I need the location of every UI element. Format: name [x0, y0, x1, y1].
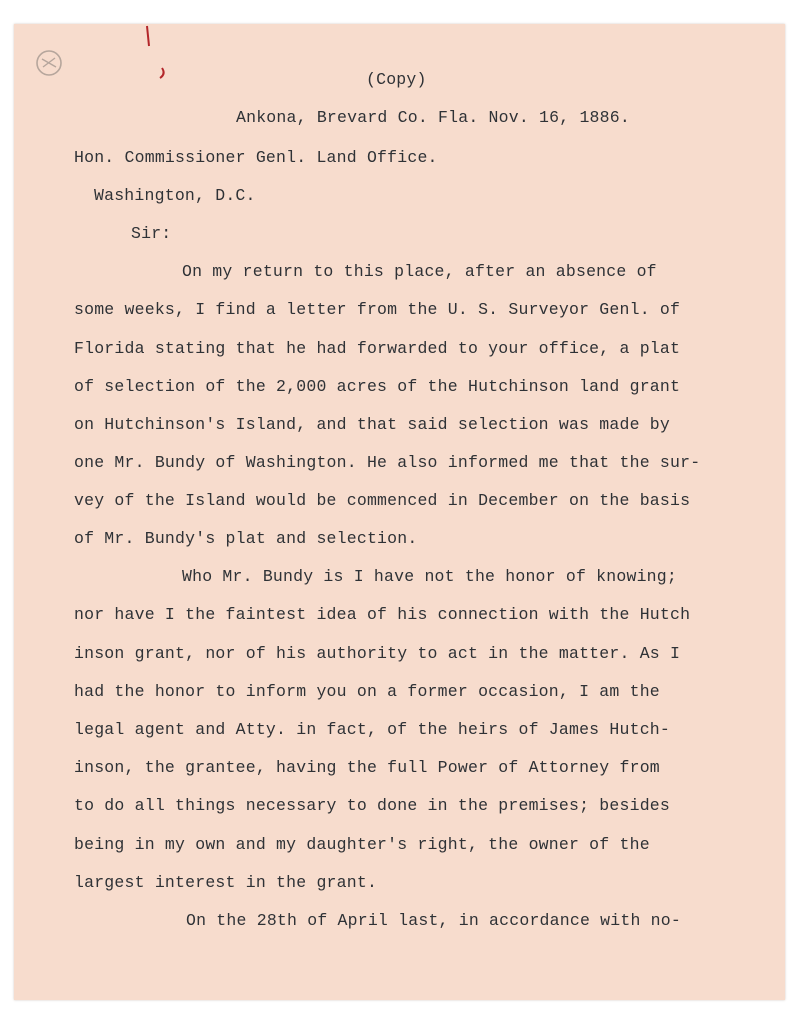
dateline: Ankona, Brevard Co. Fla. Nov. 16, 1886.	[236, 108, 630, 127]
body-line: On my return to this place, after an absence of	[182, 262, 657, 281]
body-line: some weeks, I find a letter from the U. S. Surveyor Genl. of	[74, 300, 681, 319]
body-line: one Mr. Bundy of Washington. He also informed me that the sur-	[74, 453, 701, 472]
red-ink-mark	[138, 24, 178, 84]
body-line: legal agent and Atty. in fact, of the heirs of James Hutch-	[74, 720, 670, 739]
body-line: of Mr. Bundy's plat and selection.	[74, 529, 418, 548]
body-line: of selection of the 2,000 acres of the Hutchinson land grant	[74, 377, 681, 396]
copy-label: (Copy)	[366, 70, 427, 89]
body-line: on Hutchinson's Island, and that said selection was made by	[74, 415, 670, 434]
addressee: Hon. Commissioner Genl. Land Office.	[74, 148, 438, 167]
body-line: being in my own and my daughter's right, the owner of the	[74, 835, 650, 854]
address-city: Washington, D.C.	[94, 186, 256, 205]
body-line: nor have I the faintest idea of his connection with the Hutch	[74, 605, 691, 624]
body-line: inson, the grantee, having the full Power of Attorney from	[74, 758, 660, 777]
body-line: inson grant, nor of his authority to act in the matter. As I	[74, 644, 681, 663]
body-line: On the 28th of April last, in accordance with no-	[186, 911, 681, 930]
body-line: vey of the Island would be commenced in December on the basis	[74, 491, 691, 510]
body-line: largest interest in the grant.	[74, 873, 378, 892]
body-line: had the honor to inform you on a former occasion, I am the	[74, 682, 660, 701]
body-line: Florida stating that he had forwarded to your office, a plat	[74, 339, 681, 358]
archive-stamp-icon	[32, 46, 66, 80]
body-line: to do all things necessary to done in the premises; besides	[74, 796, 670, 815]
salutation: Sir:	[131, 224, 172, 243]
body-line: Who Mr. Bundy is I have not the honor of knowing;	[182, 567, 677, 586]
